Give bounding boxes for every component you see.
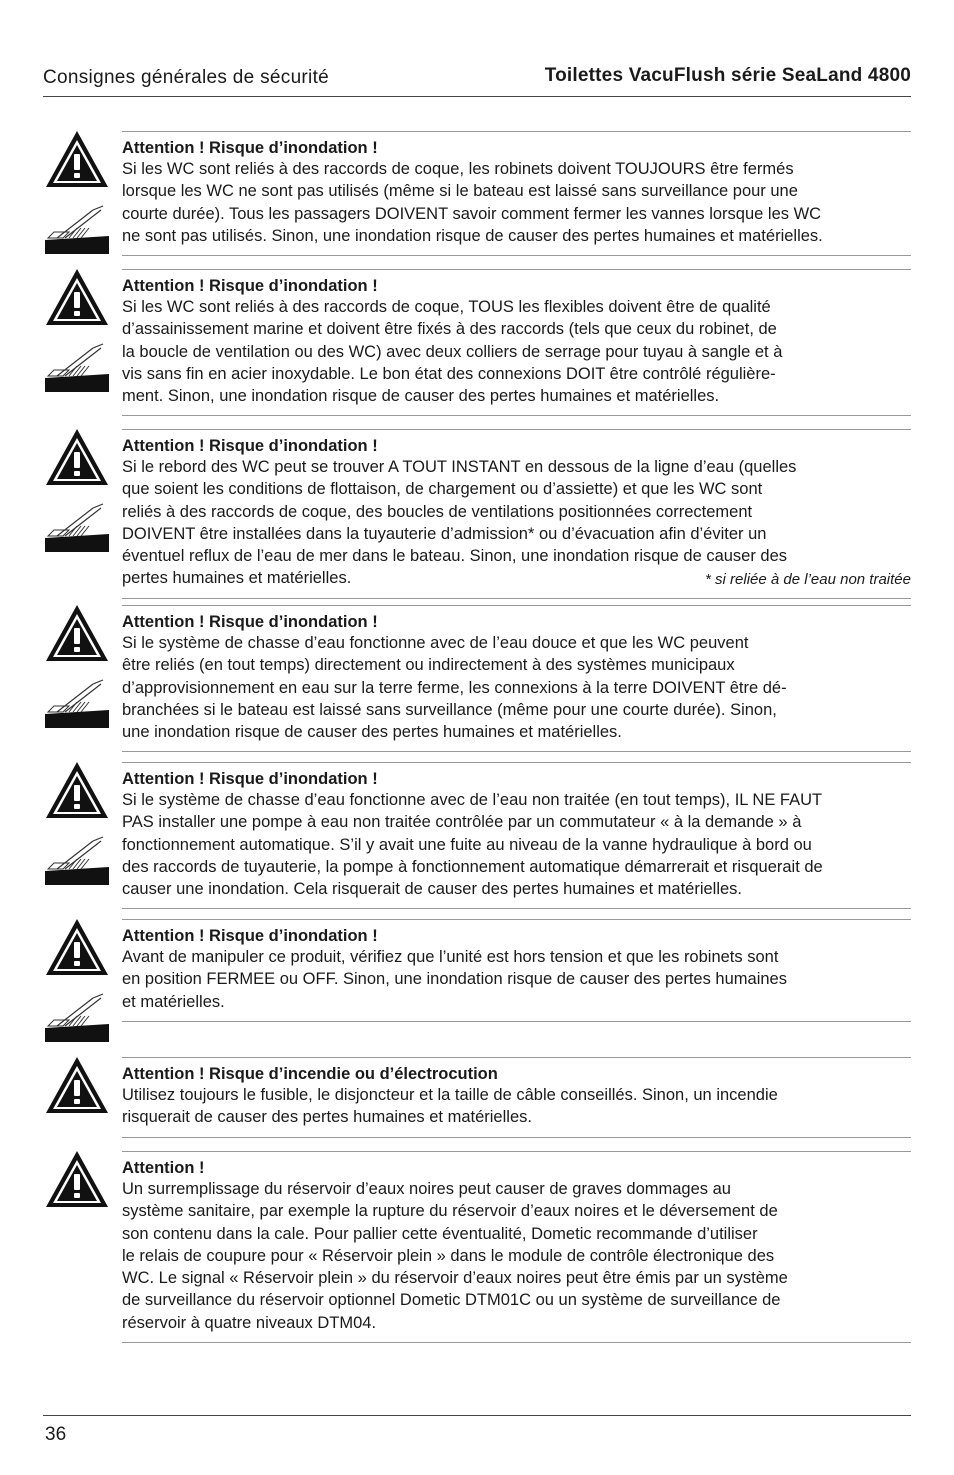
warning-triangle-icon [43, 1054, 111, 1116]
page-number: 36 [45, 1424, 67, 1445]
warning-content [122, 919, 911, 1022]
warning-triangle-icon [43, 426, 111, 488]
warning-text: Utilisez toujours le fusible, le disjoncteur et la taille de câble conseillés. Sinon, un incendie risquerait de causer des pertes humaines et matérielles. [122, 1086, 778, 1127]
warning-triangle-icon [43, 128, 111, 190]
flooding-water-icon [43, 202, 111, 254]
warning-content [122, 1057, 911, 1138]
flooding-water-icon [43, 990, 111, 1042]
footnote: * si reliée à de l’eau non traitée [705, 570, 911, 588]
warning-title: Attention ! Risque d’inondation ! [122, 927, 378, 945]
flooding-water-icon [43, 500, 111, 552]
warning-triangle-icon [43, 602, 111, 664]
warning-text: Un surremplissage du réservoir d’eaux noires peut causer de graves dommages au système sanitaire, par exemple la rupture du réservoir d’eaux noires et le déversement de son contenu dans la cale. Pour pallier cette éventualité, Dometic recommande d’utiliser le relais de coupure pour « Réservoir plein » dans le module de contrôle électronique des WC. Le signal « Réservoir plein » du réservoir d’eaux noires peut être émis par un système de surveillance du réservoir optionnel Dometic DTM01C ou un système de surveillance de réservoir à quatre niveaux DTM04. [122, 1180, 788, 1332]
warning-icons [43, 1054, 113, 1116]
warning-content [122, 429, 911, 599]
document-title: Toilettes VacuFlush série SeaLand 4800 [544, 65, 911, 86]
warning-triangle-icon [43, 916, 111, 978]
flooding-water-icon [43, 676, 111, 728]
warning-text: Si le système de chasse d’eau fonctionne avec de l’eau douce et que les WC peuvent être reliés (en tout temps) directement ou indirectement à des systèmes municipaux d’approvisionnement en eau sur la terre ferme, les connexions à la terre DOIVENT être dé- branchées si le bateau est laissé sans surveillance (même pour une courte durée). Sinon, une inondation risque de causer des pertes humaines et matérielles. [122, 634, 787, 742]
warning-icons [43, 602, 113, 728]
warning-content [122, 1151, 911, 1343]
flooding-water-icon [43, 340, 111, 392]
warning-content [122, 605, 911, 752]
warning-title: Attention ! Risque d’inondation ! [122, 139, 378, 157]
flooding-water-icon [43, 833, 111, 885]
warning-text: Si le système de chasse d’eau fonctionne avec de l’eau non traitée (en tout temps), IL NE FAUT PAS installer une pompe à eau non traitée contrôlée par un commutateur « à la demande » à fonctionnement automatique. S’il y avait une fuite au niveau de la vanne hydraulique à bord ou des raccords de tuyauterie, la pompe à fonctionnement automatique démarrerait et risquerait de causer une inondation. Cela risquerait de causer des pertes humaines et matérielles. [122, 791, 823, 899]
section-title: Consignes générales de sécurité [43, 67, 330, 88]
warning-content [122, 131, 911, 256]
warning-text: Si les WC sont reliés à des raccords de coque, TOUS les flexibles doivent être de qualité d’assainissement marine et doivent être fixés à des raccords (tels que ceux du robinet, de la boucle de ventilation ou des WC) avec deux colliers de serrage pour tuyau à sangle et à vis sans fin en acier inoxydable. Le bon état des connexions DOIT être contrôlé régulière- ment. Sinon, une inondation risque de causer des pertes humaines et matérielles. [122, 298, 783, 406]
warning-icons [43, 128, 113, 254]
warning-title: Attention ! Risque d’inondation ! [122, 770, 378, 788]
page-header [43, 64, 911, 97]
warning-text: Si les WC sont reliés à des raccords de coque, les robinets doivent TOUJOURS être fermés lorsque les WC ne sont pas utilisés (même si le bateau est laissé sans surveillance pour une courte durée). Tous les passagers DOIVENT savoir comment fermer les vannes lorsque les WC ne sont pas utilisés. Sinon, une inondation risque de causer des pertes humaines et matérielles. [122, 160, 823, 245]
warning-triangle-icon [43, 1148, 111, 1210]
warning-triangle-icon [43, 759, 111, 821]
warning-content [122, 762, 911, 909]
warning-title: Attention ! Risque d’inondation ! [122, 277, 378, 295]
warning-icons [43, 426, 113, 552]
warning-text: Si le rebord des WC peut se trouver A TOUT INSTANT en dessous de la ligne d’eau (quelles que soient les conditions de flottaison, de chargement ou d’assiette) et que les WC sont reliés à des raccords de coque, des boucles de ventilations positionnées correctement DOIVENT être installées dans la tuyauterie d’admission* ou d’évacuation afin d’éviter un éventuel reflux de l’eau de mer dans le bateau. Sinon, une inondation risque de causer des pertes humaines et matérielles. [122, 458, 797, 588]
warning-title: Attention ! Risque d’inondation ! [122, 437, 378, 455]
warning-title: Attention ! Risque d’incendie ou d’électrocution [122, 1065, 498, 1083]
warning-icons [43, 916, 113, 1042]
warning-title: Attention ! [122, 1159, 205, 1177]
warning-content [122, 269, 911, 416]
page-footer [43, 1415, 911, 1445]
warning-icons [43, 759, 113, 885]
warning-title: Attention ! Risque d’inondation ! [122, 613, 378, 631]
warning-icons [43, 1148, 113, 1210]
warning-icons [43, 266, 113, 392]
warning-text: Avant de manipuler ce produit, vérifiez que l’unité est hors tension et que les robinets sont en position FERMEE ou OFF. Sinon, une inondation risque de causer des pertes humaines et matérielles. [122, 948, 787, 1011]
warning-triangle-icon [43, 266, 111, 328]
